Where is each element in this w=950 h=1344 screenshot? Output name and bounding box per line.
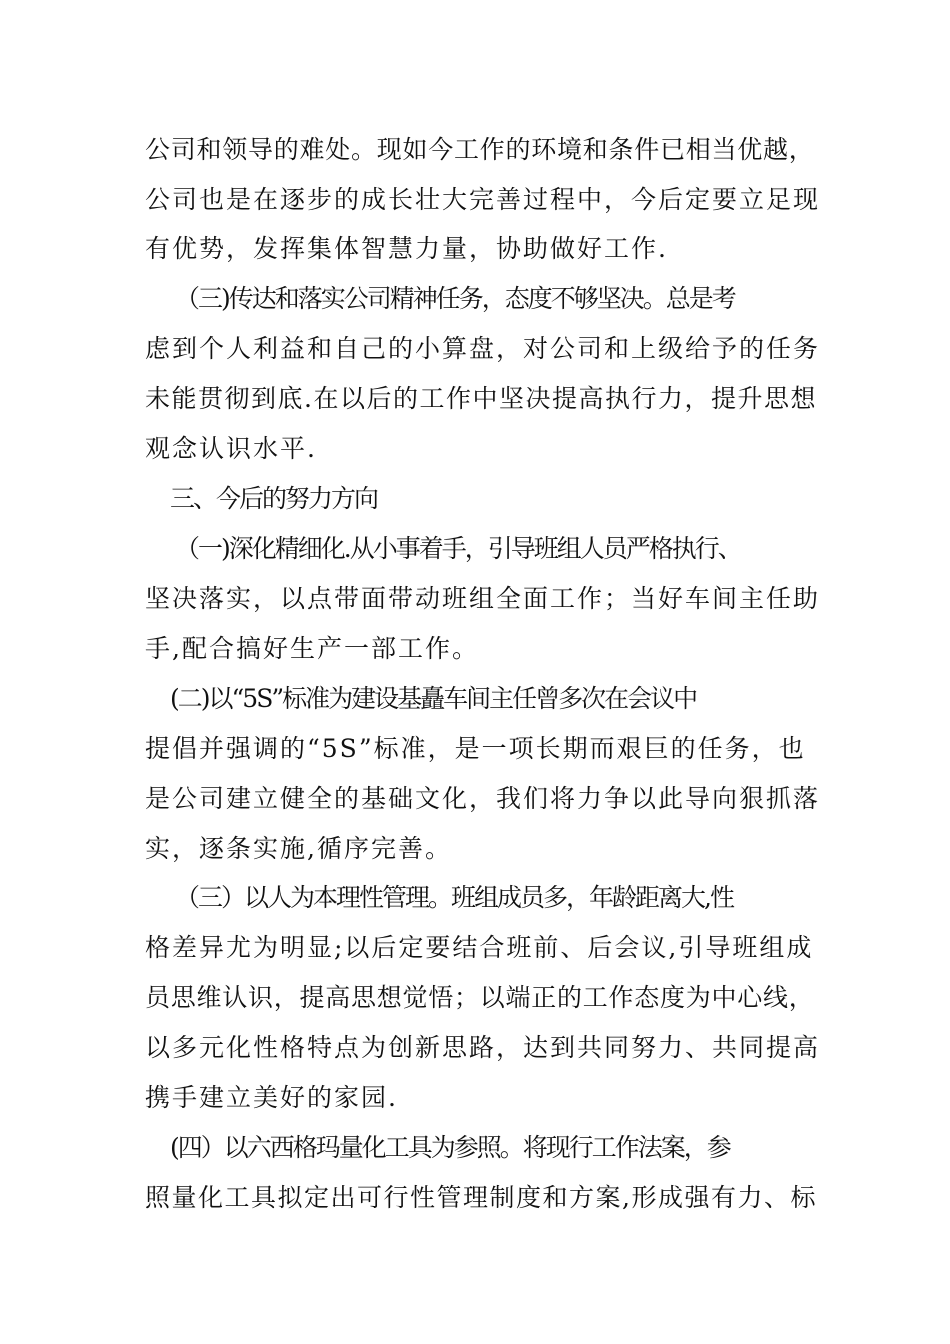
text-line: 员思维认识，提高思想觉悟；以端正的工作态度为中心线， xyxy=(145,983,815,1012)
text-line: 提倡并强调的“5S”标准，是一项长期而艰巨的任务，也 xyxy=(145,734,806,763)
text-line: 照量化工具拟定出可行性管理制度和方案,形成强有力、标 xyxy=(145,1183,817,1212)
section-heading: 三、今后的努力方向 xyxy=(170,484,378,513)
text-line: 携手建立美好的家园. xyxy=(145,1083,398,1112)
text-line: (二)以“5S”标准为建设基矗车间主任曾多次在会议中 xyxy=(170,684,697,713)
text-line: （三）以人为本理性管理。班组成员多，年龄距离大,性 xyxy=(175,883,733,912)
text-line: 观念认识水平. xyxy=(145,434,317,463)
text-line: 实，逐条实施,循序完善。 xyxy=(145,834,452,863)
text-line: （三)传达和落实公司精神任务，态度不够坚决。总是考 xyxy=(175,284,735,313)
text-line: 手,配合搞好生产一部工作。 xyxy=(145,634,479,663)
text-line: 坚决落实，以点带面带动班组全面工作；当好车间主任助 xyxy=(145,584,821,613)
text-line: 虑到个人利益和自己的小算盘，对公司和上级给予的任务 xyxy=(145,334,821,363)
text-line: （一)深化精细化.从小事着手，引导班组人员严格执行、 xyxy=(175,534,741,563)
text-line: 有优势，发挥集体智慧力量，协助做好工作. xyxy=(145,234,668,263)
text-line: 未能贯彻到底.在以后的工作中坚决提高执行力，提升思想 xyxy=(145,384,817,413)
text-line: 是公司建立健全的基础文化，我们将力争以此导向狠抓落 xyxy=(145,784,821,813)
text-line: (四）以六西格玛量化工具为参照。将现行工作法案，参 xyxy=(170,1133,730,1162)
text-line: 格差异尤为明显;以后定要结合班前、后会议,引导班组成 xyxy=(145,933,814,962)
text-line: 公司也是在逐步的成长壮大完善过程中，今后定要立足现 xyxy=(145,185,821,214)
text-line: 公司和领导的难处。现如今工作的环境和条件已相当优越， xyxy=(145,135,815,164)
text-line: 以多元化性格特点为创新思路，达到共同努力、共同提高 xyxy=(145,1033,821,1062)
